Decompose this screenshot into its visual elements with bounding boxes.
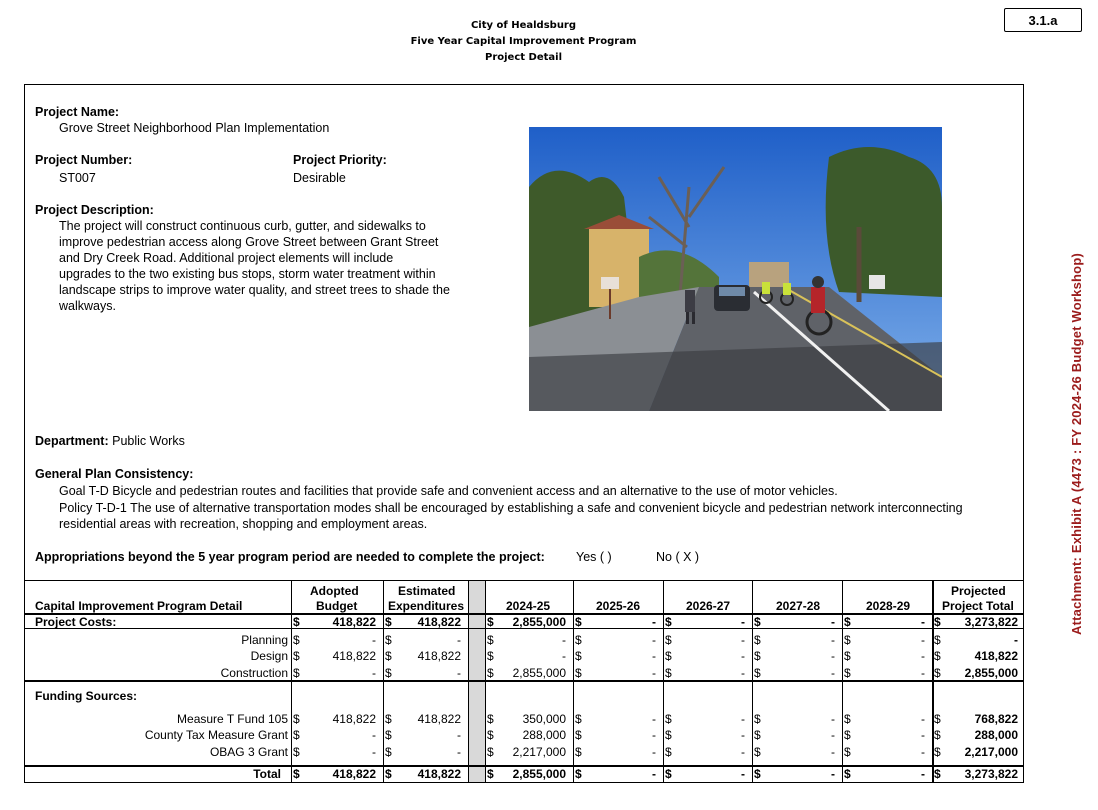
dollar-sign: $ <box>575 728 582 742</box>
department <box>35 433 185 449</box>
dollar-sign: $ <box>844 712 851 726</box>
dollar-sign: $ <box>665 615 672 629</box>
header-projected: Projected <box>951 584 1006 598</box>
department-label: Department: <box>35 434 109 448</box>
dollar-sign: $ <box>293 728 300 742</box>
header-year-1: 2024-25 <box>506 599 551 613</box>
table-cell <box>382 711 465 727</box>
cell-value: - <box>831 745 835 759</box>
table-cell <box>751 648 839 664</box>
cell-value: - <box>652 649 656 663</box>
table-cell <box>931 632 1022 648</box>
cell-value: - <box>652 712 656 726</box>
project-costs-label: Project Costs: <box>35 615 117 629</box>
dollar-sign: $ <box>487 666 494 680</box>
dollar-sign: $ <box>665 767 672 781</box>
table-cell <box>382 744 465 760</box>
dollar-sign: $ <box>575 649 582 663</box>
cell-value: - <box>457 745 461 759</box>
cell-value: - <box>372 745 376 759</box>
department-value: Public Works <box>112 434 185 448</box>
table-cell <box>931 614 1022 630</box>
dollar-sign: $ <box>754 615 761 629</box>
dollar-sign: $ <box>934 633 941 647</box>
dollar-sign: $ <box>575 666 582 680</box>
appropriations-yes: Yes ( ) <box>576 550 612 564</box>
cell-value: 418,822 <box>332 649 376 663</box>
project-name: Grove Street Neighborhood Plan Implementation <box>59 121 330 135</box>
agenda-item-badge: 3.1.a <box>1004 8 1082 32</box>
appropriations-line <box>35 549 545 565</box>
cell-value: - <box>652 745 656 759</box>
dollar-sign: $ <box>575 633 582 647</box>
table-title: Capital Improvement Program Detail <box>35 599 243 613</box>
cell-value: 768,822 <box>974 712 1018 726</box>
cell-value: - <box>741 767 745 781</box>
dollar-sign: $ <box>293 666 300 680</box>
table-cell <box>662 665 749 681</box>
cell-value: - <box>652 615 656 629</box>
table-cell <box>841 632 929 648</box>
table-cell <box>931 727 1022 743</box>
dollar-sign: $ <box>385 666 392 680</box>
dollar-sign: $ <box>487 633 494 647</box>
cell-value: - <box>741 745 745 759</box>
table-cell <box>662 711 749 727</box>
dollar-sign: $ <box>934 615 941 629</box>
table-cell <box>484 614 570 630</box>
header-year-4: 2027-28 <box>776 599 821 613</box>
project-description-label: Project Description: <box>35 203 154 217</box>
dollar-sign: $ <box>754 633 761 647</box>
cell-value: - <box>921 615 925 629</box>
dollar-sign: $ <box>487 649 494 663</box>
table-cell <box>751 614 839 630</box>
table-cell <box>484 648 570 664</box>
dollar-sign: $ <box>487 728 494 742</box>
table-cell <box>290 744 380 760</box>
table-cell <box>484 632 570 648</box>
table-cell <box>382 727 465 743</box>
dollar-sign: $ <box>487 712 494 726</box>
dollar-sign: $ <box>754 745 761 759</box>
row-label-construction: Construction <box>220 666 288 680</box>
dollar-sign: $ <box>844 745 851 759</box>
table-cell <box>931 744 1022 760</box>
table-cell <box>841 744 929 760</box>
table-cell <box>751 632 839 648</box>
cell-value: 418,822 <box>332 712 376 726</box>
table-cell <box>662 744 749 760</box>
dollar-sign: $ <box>575 712 582 726</box>
table-cell <box>841 766 929 782</box>
dollar-sign: $ <box>844 615 851 629</box>
cell-value: - <box>652 666 656 680</box>
cell-value: 2,855,000 <box>512 767 566 781</box>
cell-value: 350,000 <box>522 712 566 726</box>
funding-sources-label: Funding Sources: <box>35 689 137 703</box>
cell-value: - <box>562 649 566 663</box>
dollar-sign: $ <box>487 615 494 629</box>
header-estimated: Estimated <box>398 584 456 598</box>
cell-value: 418,822 <box>417 615 461 629</box>
cell-value: - <box>831 615 835 629</box>
header-year-5: 2028-29 <box>866 599 911 613</box>
dollar-sign: $ <box>665 745 672 759</box>
table-cell <box>841 727 929 743</box>
cell-value: 288,000 <box>522 728 566 742</box>
header-year-2: 2025-26 <box>596 599 641 613</box>
header-city: City of Healdsburg <box>470 20 577 31</box>
cell-value: 3,273,822 <box>964 615 1018 629</box>
table-cell <box>751 744 839 760</box>
cell-value: - <box>372 633 376 647</box>
cell-value: - <box>921 633 925 647</box>
cell-value: - <box>831 649 835 663</box>
dollar-sign: $ <box>575 767 582 781</box>
header-year-3: 2026-27 <box>686 599 731 613</box>
table-cell <box>751 665 839 681</box>
cell-value: 418,822 <box>974 649 1018 663</box>
table-cell <box>931 648 1022 664</box>
cell-value: - <box>831 633 835 647</box>
cell-value: 418,822 <box>332 767 376 781</box>
attachment-note: Attachment: Exhibit A (4473 : FY 2024-26 Budget Workshop) <box>1068 253 1084 635</box>
table-cell <box>290 632 380 648</box>
dollar-sign: $ <box>665 712 672 726</box>
table-cell <box>931 766 1022 782</box>
cell-value: 2,855,000 <box>512 666 566 680</box>
dollar-sign: $ <box>293 633 300 647</box>
table-cell <box>662 632 749 648</box>
dollar-sign: $ <box>575 615 582 629</box>
dollar-sign: $ <box>293 615 300 629</box>
cell-value: - <box>921 728 925 742</box>
cell-value: 2,855,000 <box>964 666 1018 680</box>
cell-value: - <box>372 728 376 742</box>
cell-value: 418,822 <box>417 649 461 663</box>
cell-value: 2,217,000 <box>512 745 566 759</box>
table-cell <box>290 727 380 743</box>
cell-value: - <box>1014 633 1018 647</box>
row-label-design: Design <box>250 649 288 663</box>
table-cell <box>382 632 465 648</box>
dollar-sign: $ <box>934 649 941 663</box>
cell-value: - <box>921 745 925 759</box>
cell-value: - <box>921 649 925 663</box>
table-cell <box>484 744 570 760</box>
table-cell <box>572 614 660 630</box>
cell-value: 418,822 <box>417 712 461 726</box>
table-cell <box>572 665 660 681</box>
table-cell <box>290 665 380 681</box>
dollar-sign: $ <box>665 666 672 680</box>
cell-value: 288,000 <box>974 728 1018 742</box>
dollar-sign: $ <box>665 649 672 663</box>
table-cell <box>751 766 839 782</box>
dollar-sign: $ <box>385 633 392 647</box>
table-cell <box>382 614 465 630</box>
project-priority: Desirable <box>293 171 346 185</box>
table-cell <box>382 648 465 664</box>
dollar-sign: $ <box>293 712 300 726</box>
cell-value: 418,822 <box>332 615 376 629</box>
table-cell <box>572 648 660 664</box>
cell-value: - <box>831 712 835 726</box>
table-cell <box>382 766 465 782</box>
cell-value: - <box>741 649 745 663</box>
table-cell <box>751 711 839 727</box>
table-cell <box>841 711 929 727</box>
project-number-label: Project Number: <box>35 153 133 167</box>
dollar-sign: $ <box>754 712 761 726</box>
header-detail: Project Detail <box>485 52 562 63</box>
cell-value: - <box>562 633 566 647</box>
dollar-sign: $ <box>385 649 392 663</box>
dollar-sign: $ <box>844 666 851 680</box>
total-label: Total <box>253 767 281 781</box>
cell-value: 418,822 <box>417 767 461 781</box>
table-cell <box>290 648 380 664</box>
general-plan-policy: Policy T-D-1 The use of alternative transportation modes shall be encouraged by establishing a safe and convenient bicycle and pedestrian network interconnecting <box>59 501 963 515</box>
row-label-planning: Planning <box>241 633 288 647</box>
table-cell <box>290 766 380 782</box>
dollar-sign: $ <box>844 649 851 663</box>
table-cell <box>751 727 839 743</box>
dollar-sign: $ <box>665 728 672 742</box>
table-cell <box>572 744 660 760</box>
table-cell <box>484 665 570 681</box>
dollar-sign: $ <box>844 767 851 781</box>
header-adopted: Adopted <box>310 584 359 598</box>
cell-value: - <box>741 712 745 726</box>
dollar-sign: $ <box>754 649 761 663</box>
table-cell <box>662 614 749 630</box>
table-cell <box>662 766 749 782</box>
cell-value: - <box>741 615 745 629</box>
dollar-sign: $ <box>385 745 392 759</box>
project-photo <box>529 127 942 411</box>
table-cell <box>382 665 465 681</box>
table-cell <box>290 711 380 727</box>
cell-value: - <box>652 633 656 647</box>
project-number: ST007 <box>59 171 96 185</box>
table-cell <box>662 648 749 664</box>
project-name-label: Project Name: <box>35 105 120 119</box>
dollar-sign: $ <box>844 633 851 647</box>
dollar-sign: $ <box>844 728 851 742</box>
dollar-sign: $ <box>385 712 392 726</box>
general-plan-policy-cont: residential areas with recreation, shopping and employment areas. <box>59 517 428 531</box>
dollar-sign: $ <box>934 728 941 742</box>
cell-value: 3,273,822 <box>964 767 1018 781</box>
table-cell <box>841 614 929 630</box>
dollar-sign: $ <box>934 712 941 726</box>
cell-value: - <box>831 767 835 781</box>
page-header <box>0 18 1047 66</box>
cell-value: - <box>652 767 656 781</box>
dollar-sign: $ <box>934 767 941 781</box>
dollar-sign: $ <box>575 745 582 759</box>
table-cell <box>572 632 660 648</box>
appropriations-label: Appropriations beyond the 5 year program period are needed to complete the project: <box>35 550 545 564</box>
cell-value: - <box>741 633 745 647</box>
dollar-sign: $ <box>934 666 941 680</box>
general-plan-goal: Goal T-D Bicycle and pedestrian routes and facilities that provide safe and convenient access and an alternative to the use of motor vehicles. <box>59 484 838 498</box>
cell-value: - <box>831 728 835 742</box>
general-plan-label: General Plan Consistency: <box>35 467 194 481</box>
cell-value: - <box>457 666 461 680</box>
dollar-sign: $ <box>754 767 761 781</box>
dollar-sign: $ <box>665 633 672 647</box>
cell-value: - <box>741 666 745 680</box>
table-cell <box>931 711 1022 727</box>
table-cell <box>841 648 929 664</box>
cell-value: 2,855,000 <box>512 615 566 629</box>
table-cell <box>572 766 660 782</box>
dollar-sign: $ <box>754 666 761 680</box>
cell-value: 2,217,000 <box>964 745 1018 759</box>
cell-value: - <box>741 728 745 742</box>
cell-value: - <box>457 728 461 742</box>
cell-value: - <box>921 712 925 726</box>
cell-value: - <box>831 666 835 680</box>
table-cell <box>572 727 660 743</box>
dollar-sign: $ <box>754 728 761 742</box>
dollar-sign: $ <box>293 767 300 781</box>
project-description: The project will construct continuous curb, gutter, and sidewalks to improve pedestrian access along Grove Street between Grant Street and Dry Creek Road. Additional project elements will include upgrades to the two existing bus stops, storm water treatment within landscape strips to improve water quality, and street trees to shade the walkways. <box>59 219 450 313</box>
row-label-county-tax: County Tax Measure Grant <box>144 728 288 742</box>
row-label-obag: OBAG 3 Grant <box>209 745 288 759</box>
dollar-sign: $ <box>487 767 494 781</box>
table-cell <box>484 727 570 743</box>
appropriations-no: No ( X ) <box>656 550 700 564</box>
dollar-sign: $ <box>293 649 300 663</box>
dollar-sign: $ <box>487 745 494 759</box>
cell-value: - <box>457 633 461 647</box>
table-cell <box>662 727 749 743</box>
dollar-sign: $ <box>385 728 392 742</box>
dollar-sign: $ <box>293 745 300 759</box>
table-cell <box>484 766 570 782</box>
cell-value: - <box>921 767 925 781</box>
table-cell <box>290 614 380 630</box>
table-cell <box>572 711 660 727</box>
cell-value: - <box>921 666 925 680</box>
project-priority-label: Project Priority: <box>293 153 387 167</box>
cell-value: - <box>652 728 656 742</box>
dollar-sign: $ <box>385 615 392 629</box>
cell-value: - <box>372 666 376 680</box>
table-cell <box>931 665 1022 681</box>
dollar-sign: $ <box>385 767 392 781</box>
header-program: Five Year Capital Improvement Program <box>410 36 637 47</box>
table-cell <box>484 711 570 727</box>
row-label-measure-t: Measure T Fund 105 <box>177 712 288 726</box>
dollar-sign: $ <box>934 745 941 759</box>
table-cell <box>841 665 929 681</box>
